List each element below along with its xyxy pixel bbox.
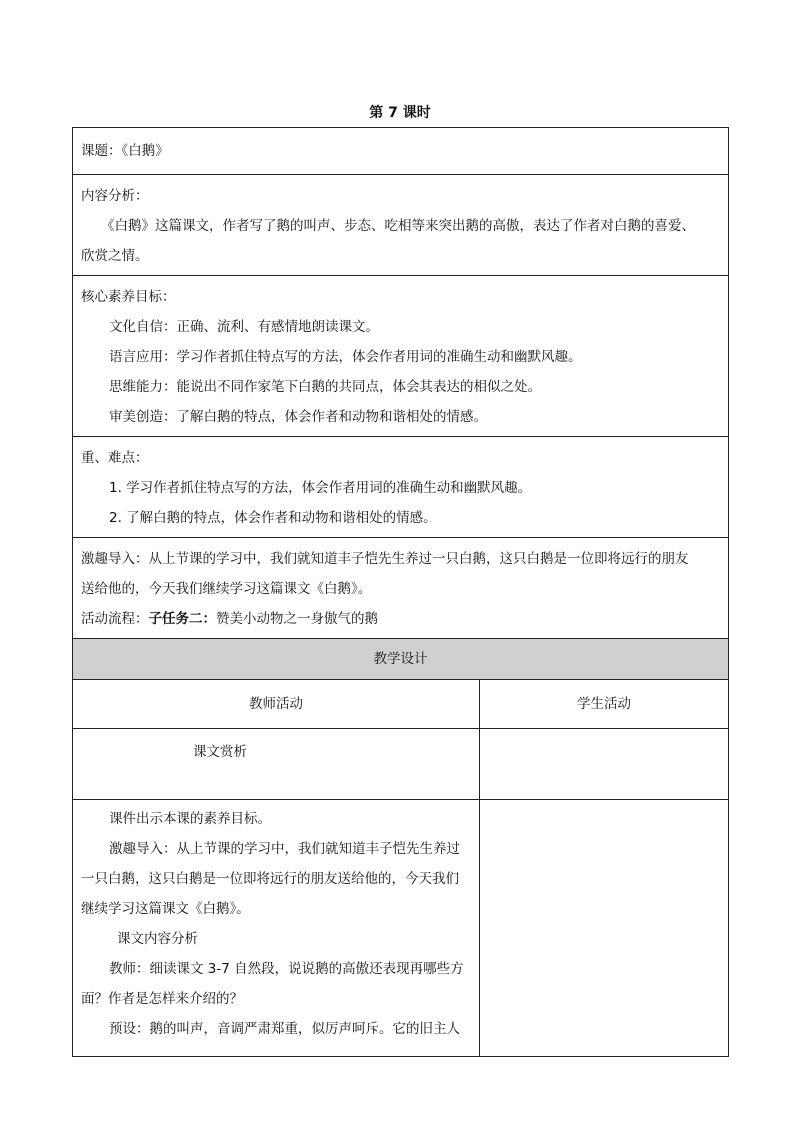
text-appreciation-row — [73, 729, 729, 800]
activity-flow — [81, 604, 720, 634]
student-activity-cell — [480, 800, 729, 1057]
text-appreciation-label: 课文赏析 — [193, 744, 247, 760]
content-analysis-row — [73, 175, 729, 276]
teacher-line: 课件出示本课的素养目标。 — [109, 811, 271, 827]
teacher-activity-header: 教师活动 — [73, 680, 480, 729]
teacher-line: 面？作者是怎样来介绍的？ — [81, 991, 243, 1007]
column-header-row — [73, 680, 729, 729]
intro-row — [73, 538, 729, 639]
teacher-subheading: 课文内容分析 — [117, 931, 198, 947]
core-goals-row — [73, 276, 729, 437]
student-activity-cell-empty — [480, 729, 729, 800]
activity-flow-label: 活动流程： — [81, 611, 149, 627]
key-point-item: 2. 了解白鹅的特点，体会作者和动物和谐相处的情感。 — [109, 510, 437, 526]
design-header: 教学设计 — [73, 639, 729, 680]
student-activity-header: 学生活动 — [480, 680, 729, 729]
key-points-row — [73, 437, 729, 538]
core-goal-item: 审美创造：了解白鹅的特点，体会作者和动物和谐相处的情感。 — [109, 409, 487, 425]
subtask-title: 赞美小动物之一身傲气的鹅 — [216, 611, 378, 627]
teacher-line: 继续学习这篇课文《白鹅》。 — [81, 901, 250, 917]
teacher-line: 激趣导入：从上节课的学习中，我们就知道丰子恺先生养过 — [109, 841, 460, 857]
content-analysis-text-line2: 欣赏之情。 — [81, 248, 149, 264]
subtask-label: 子任务二： — [148, 611, 216, 627]
page-title: 第 7 课时 — [369, 105, 431, 121]
core-goals-label: 核心素养目标： — [81, 289, 176, 305]
intro-text-line1: 激趣导入：从上节课的学习中，我们就知道丰子恺先生养过一只白鹅，这只白鹅是一位即将远行的朋友 — [81, 551, 689, 567]
topic-cell: 课题：《白鹅》 — [73, 128, 729, 175]
teacher-content-row — [73, 800, 729, 1057]
lesson-plan-table — [72, 127, 728, 1057]
core-goal-item: 语言应用：学习作者抓住特点写的方法，体会作者用词的准确生动和幽默风趣。 — [109, 349, 582, 365]
content-analysis-label: 内容分析： — [81, 188, 149, 204]
design-header-row — [73, 639, 729, 680]
key-points-label: 重、难点： — [81, 450, 149, 466]
teacher-activity-cell — [73, 800, 480, 1057]
teacher-line: 预设：鹅的叫声，音调严肃郑重，似厉声呵斥。它的旧主人 — [109, 1021, 460, 1037]
key-point-item: 1. 学习作者抓住特点写的方法，体会作者用词的准确生动和幽默风趣。 — [109, 480, 532, 496]
intro-text-line2: 送给他的，今天我们继续学习这篇课文《白鹅》。 — [81, 581, 372, 597]
content-analysis-text-line1: 《白鹅》这篇课文，作者写了鹅的叫声、步态、吃相等来突出鹅的高傲，表达了作者对白鹅的喜爱、 — [101, 218, 695, 234]
topic-row — [73, 128, 729, 175]
text-appreciation-cell — [73, 729, 480, 800]
core-goal-item: 思维能力：能说出不同作家笔下白鹅的共同点，体会其表达的相似之处。 — [109, 379, 541, 395]
core-goal-item: 文化自信：正确、流利、有感情地朗读课文。 — [109, 319, 379, 335]
teacher-line: 一只白鹅，这只白鹅是一位即将远行的朋友送给他的，今天我们 — [81, 871, 459, 887]
teacher-line: 教师：细读课文 3-7 自然段，说说鹅的高傲还表现再哪些方 — [109, 961, 464, 977]
